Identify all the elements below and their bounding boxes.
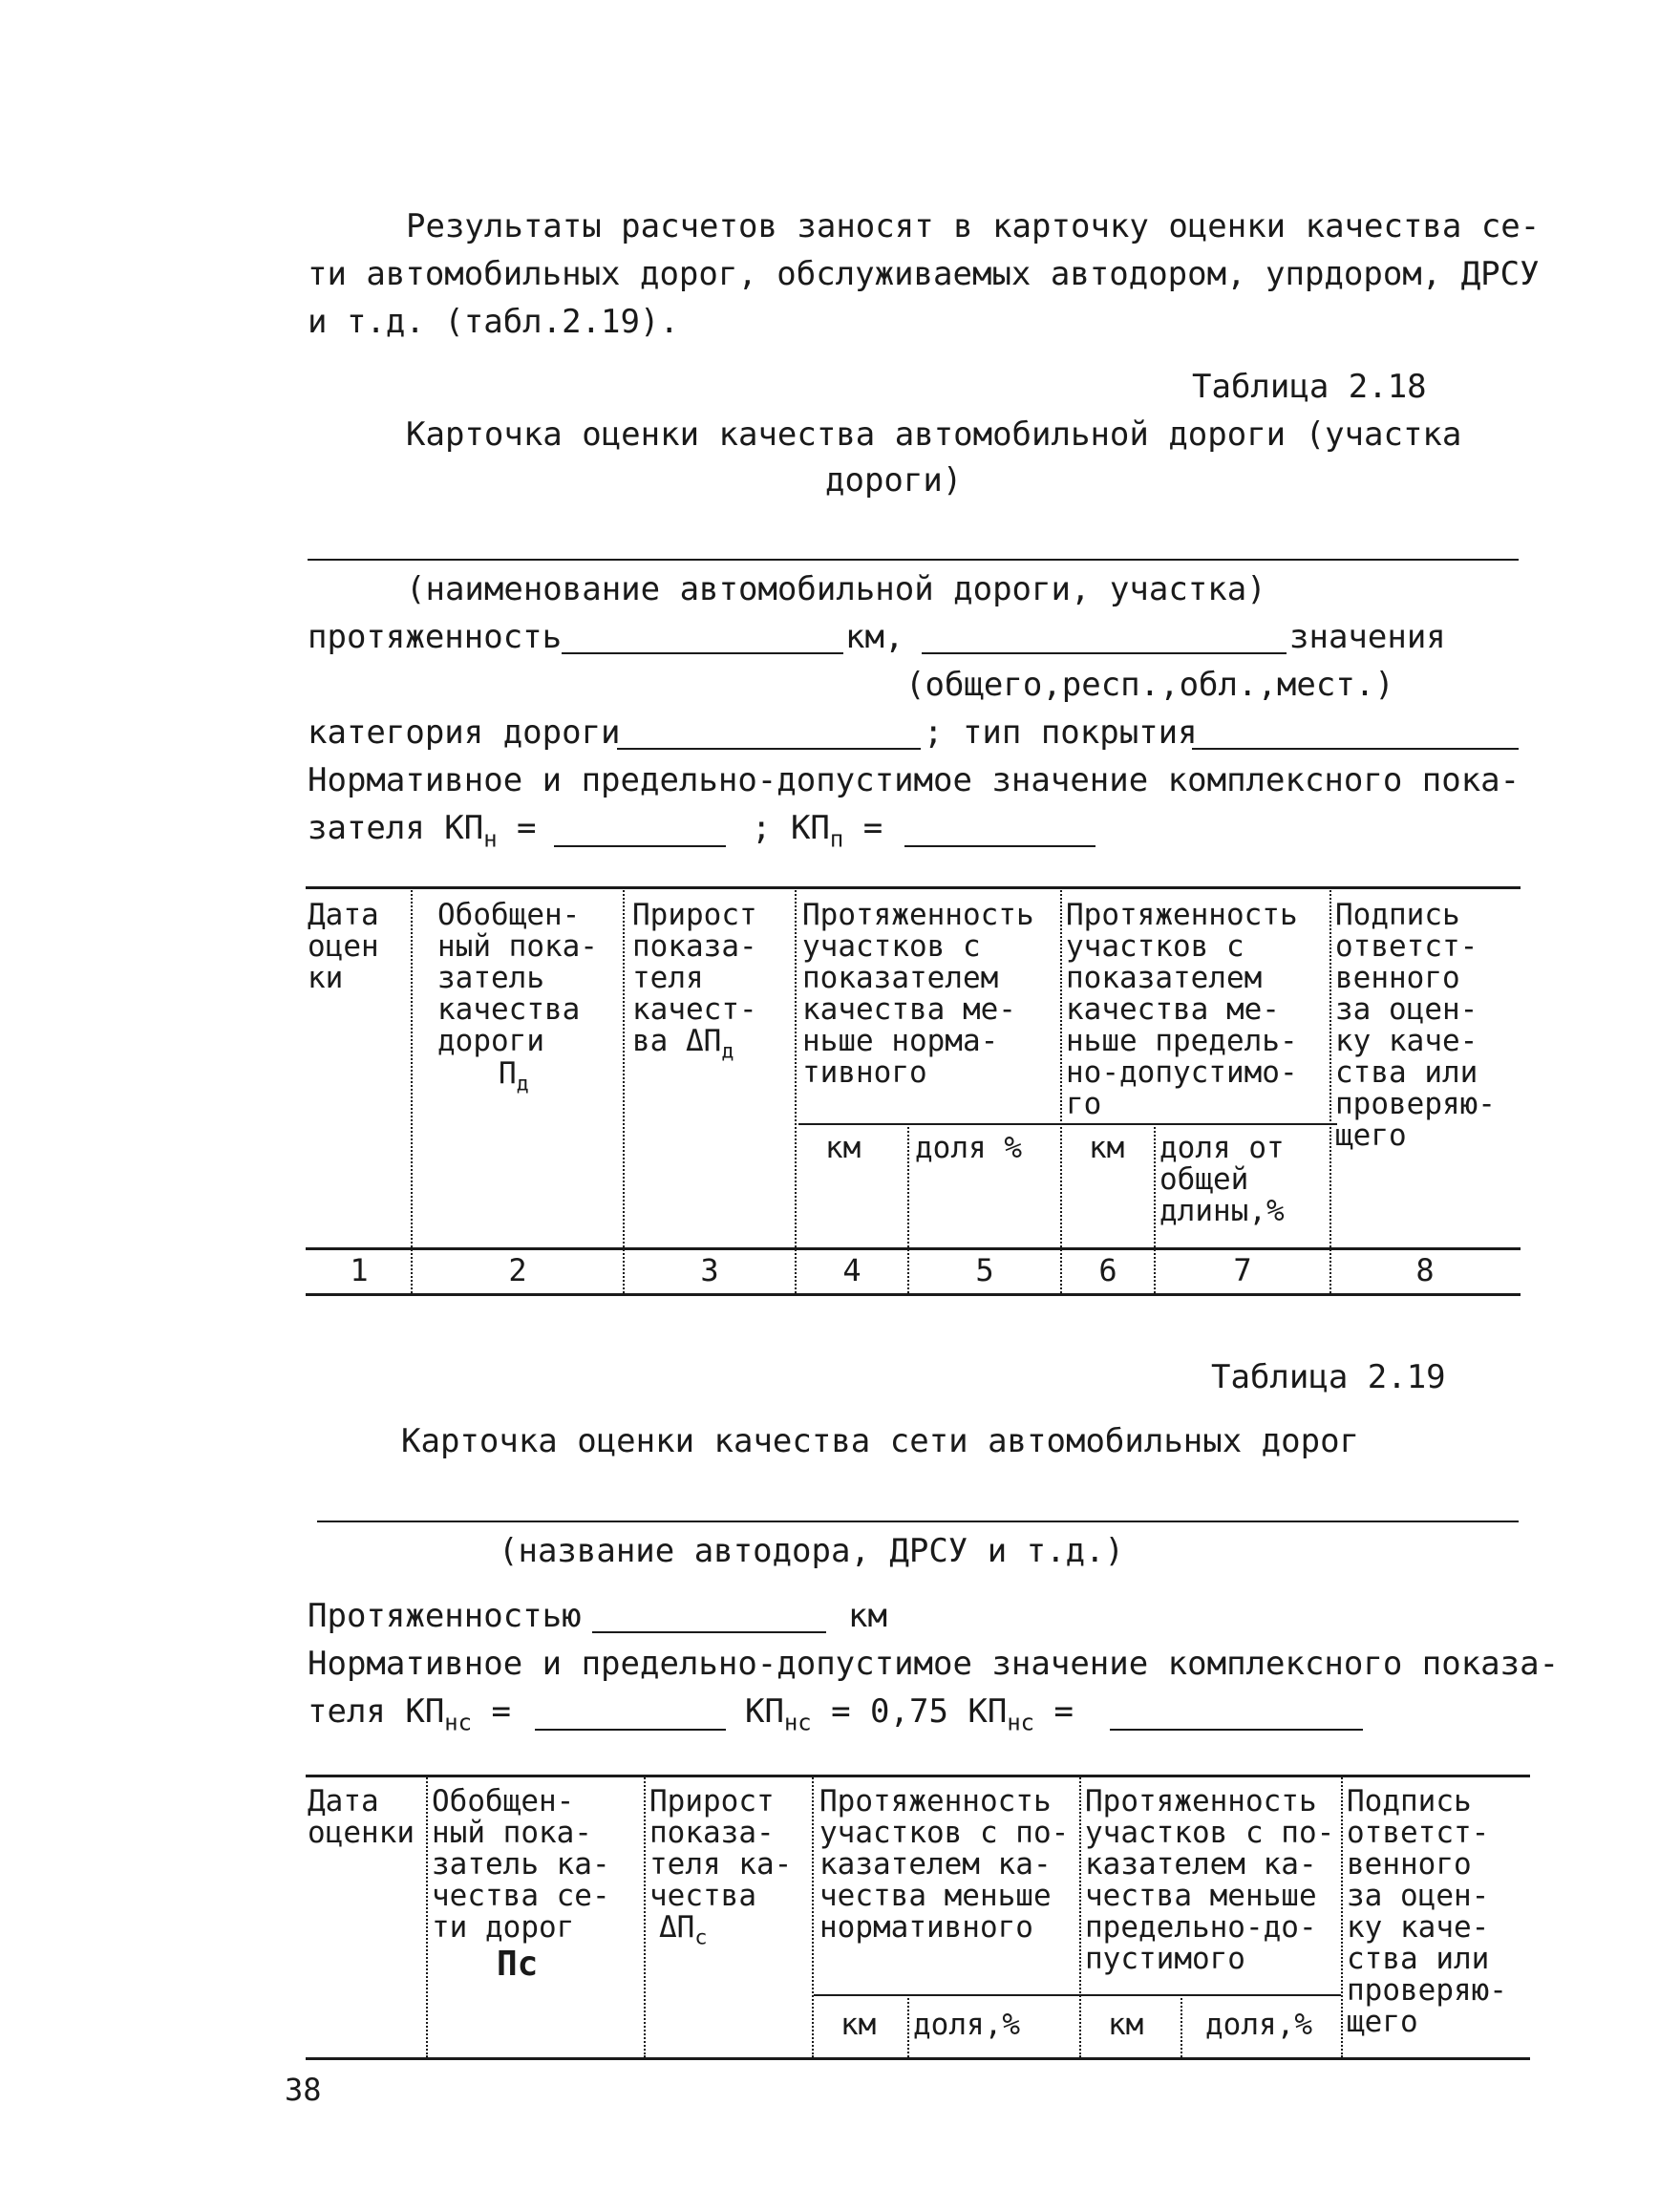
t19-header-quality: Обобщен- ный пока- затель ка- чества се- ти дорог [432,1784,610,1945]
org-name-caption: (название автодора, ДРСУ и т.д.) [499,1532,1125,1570]
t18-col-number-2: 2 [508,1252,527,1288]
intro-line-1: Результаты расчетов заносят в карточку оценки качества се- [406,207,1541,245]
t18-header-quality-symbol: $П_д$ [499,1056,529,1096]
meaning-label: значения [1289,618,1446,656]
network-limit-formula: $КП_{нс} = 0,75$ $КП_{нс}$ = [745,1692,1074,1736]
t18-col-number-6: 6 [1098,1252,1117,1288]
t18-header-increment: Прирост показа- теля качест- [632,898,757,1027]
network-length-blank [592,1631,826,1633]
t18-col-number-7: 7 [1233,1252,1252,1288]
table-19-sub-rule [814,1994,1341,1996]
t19-header-increment-symbol: $\Delta П_с$ [659,1910,708,1950]
t19-header-km-1: км [840,2008,877,2042]
network-length-label: Протяженностью [308,1597,582,1635]
meaning-caption: (общего,респ.,обл.,мест.) [905,666,1394,704]
t18-header-km-2: км [1089,1131,1125,1165]
length-blank [562,652,843,654]
length-unit: км, [845,618,904,656]
table-19-label: Таблица 2.19 [1211,1358,1446,1396]
norm-line-2: зателя $КП_н$ = [308,809,537,853]
network-length-unit: км [848,1597,887,1635]
t19-header-increment: Прирост показа- теля ка- чества [649,1784,793,1913]
surface-label: ; тип покрытия [924,713,1198,752]
t18-header-date: Дата оцен ки [308,898,379,995]
meaning-blank [922,652,1287,654]
t19-header-below-limit: Протяженность участков с по- казателем ка- чества меньше предельно-до- пустимого [1085,1784,1335,1976]
road-name-blank [308,559,1519,561]
org-name-blank [317,1521,1519,1522]
t18-header-increment-symbol: ва $\Delta П_д$ [632,1024,734,1064]
road-name-caption: (наименование автомобильной дороги, участка) [406,570,1266,608]
table-18-bottom-rule [306,1293,1521,1296]
norm-p-label: ; $КП_п$ = [752,809,883,853]
table-18-top-rule [306,886,1521,889]
norm-line-1: Нормативное и предельно-допустимое значение комплексного пока- [308,761,1521,799]
norm-value-blank [554,845,726,847]
table-19-bottom-rule [306,2057,1530,2060]
table-18-number-rule [306,1247,1521,1250]
page-number: 38 [285,2072,322,2108]
t18-header-below-norm: Протяженность участков с показателем качества ме- ньше норма- тивного [802,898,1034,1090]
t18-col-number-4: 4 [842,1252,861,1288]
surface-blank [1192,748,1519,750]
norm-sub-h: н [483,825,498,853]
table-18-sub-rule [798,1123,1337,1125]
table-18-label: Таблица 2.18 [1192,368,1427,406]
t19-header-date: Дата оценки [308,1784,415,1850]
t18-header-signature: Подпись ответст- венного за оцен- ку каче- ства или проверяю- щего [1335,898,1496,1153]
table-18-title-1: Карточка оценки качества автомобильной дороги (участка [406,415,1462,454]
t18-header-share-1: доля % [915,1131,1022,1165]
network-norm-line-2: теля $КП_{нс}$ = [308,1692,511,1736]
t19-header-km-2: км [1108,2008,1144,2042]
t18-col-number-1: 1 [350,1252,369,1288]
length-label: протяженность [308,618,563,656]
table-18-title-2: дороги) [825,461,963,500]
t18-col-number-8: 8 [1415,1252,1435,1288]
norm-p-blank [904,845,1095,847]
t18-col-number-5: 5 [975,1252,994,1288]
t18-header-km-1: км [825,1131,861,1165]
category-label: категория дороги [308,713,621,752]
t19-header-signature: Подпись ответст- венного за оцен- ку каче- ства или проверяю- щего [1347,1784,1507,2039]
t18-col-number-3: 3 [700,1252,719,1288]
t18-header-below-limit: Протяженность участков с показателем качества ме- ньше предель- но-допустимо- го [1066,898,1298,1121]
network-norm-line-1: Нормативное и предельно-допустимое значение комплексного показа- [308,1645,1560,1683]
t19-header-quality-symbol: Пс [497,1945,539,1984]
intro-line-2: ти автомобильных дорог, обслуживаемых автодором, упрдором, ДРСУ [308,255,1540,293]
t19-header-share-2: доля,% [1205,2008,1312,2042]
t18-header-share-2: доля от общей длины,% [1159,1131,1285,1228]
network-limit-blank [1110,1729,1363,1731]
category-blank [617,748,921,750]
t19-header-share-1: доля,% [913,2008,1020,2042]
network-norm-blank [535,1729,726,1731]
t19-header-below-norm: Протяженность участков с по- казателем ка- чества меньше нормативного [819,1784,1070,1945]
t18-header-quality: Обобщен- ный пока- затель качества дороги [437,898,598,1058]
table-19-top-rule [306,1775,1530,1777]
table-19-title: Карточка оценки качества сети автомобильных дорог [401,1422,1360,1460]
intro-line-3: и т.д. (табл.2.19). [308,303,679,341]
